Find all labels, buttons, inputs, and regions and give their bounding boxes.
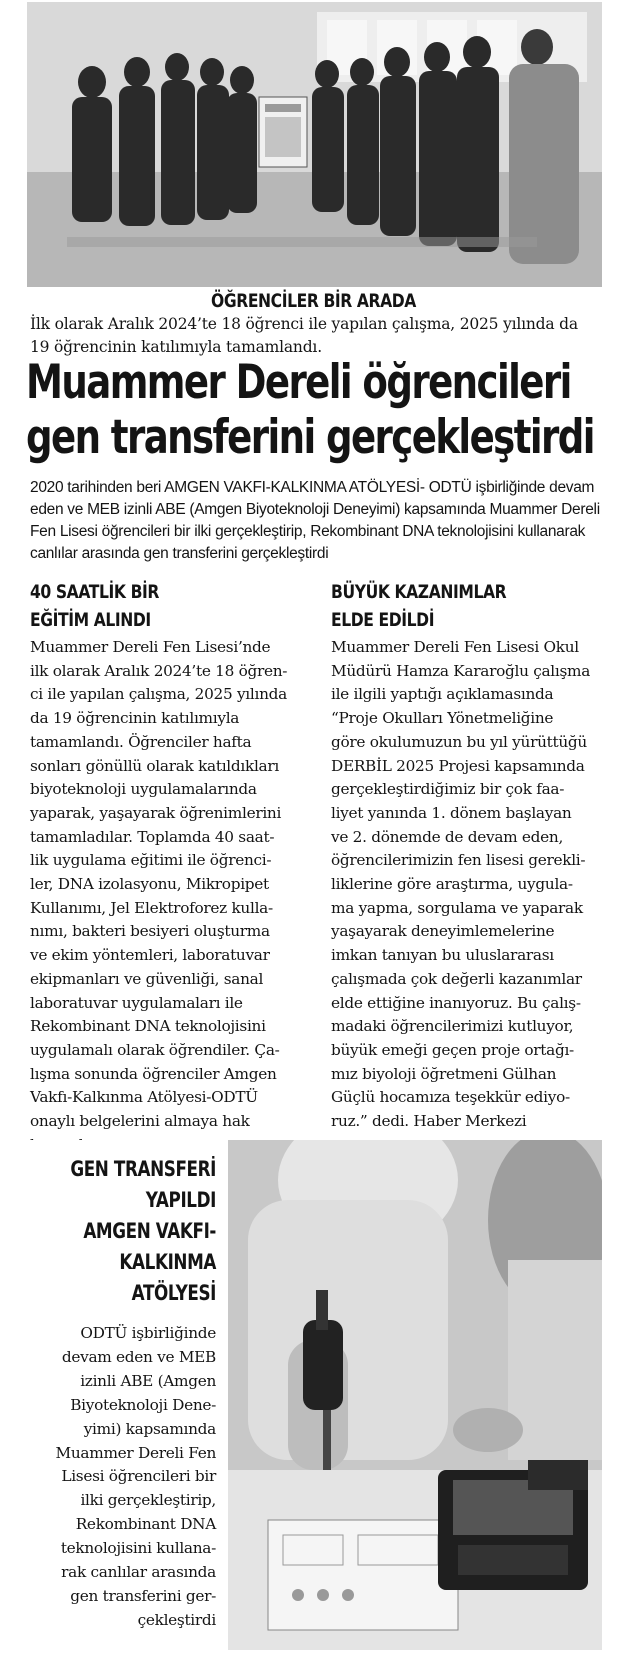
photo-caption: ÖĞRENCİLER BİR ARADA <box>211 290 416 312</box>
subhead-text: 2020 tarihinden beri AMGEN VAKFI-KALKINMA ATÖLYESİ- ODTÜ işbirliğinde devam eden ve MEB izinli ABE (Amgen Biyoteknoloji Deneyimi) kapsamında Muammer Dereli Fen Lisesi öğrencileri bir ilki gerçekleştirip, Rekombinant DNA teknolojisini kullanarak canlılar arasında gen transferini gerçekleştirdi <box>30 479 600 562</box>
headline-line-2: gen transferini gerçekleştirdi <box>26 410 594 465</box>
right-column-body: Muammer Dereli Fen Lisesi Okul Müdürü Hamza Kararoğlu çalışma ile ilgili yaptığı açıklamasında “Proje Okulları Yönetmeliğine göre okulumuzun bu yıl yürüttüğü DERBİL 2025 Projesi kapsamında gerçekleştirdiğimiz bir çok faa- liyet yanında 1. dönem başlayan ve 2. dönemde de devam eden, öğrencilerimizin fen lisesi gerekli- liklerine göre araştırma, uygula- ma yapma, sorgulama ve yaparak yaşayarak deneyimlemelerine imkan tanıyan bu uluslararası çalışmada çok değerli kazanımlar elde ettiğine inanıyoruz. Bu çalış- madaki öğrencilerimizi kutluyor, büyük emeği geçen proje ortağı- mız biyoloji öğretmeni Gülhan Güçlü hocamıza teşekkür ediyo- ruz.” dedi. Haber Merkezi <box>331 638 591 1131</box>
lab-photo-icon <box>228 1140 602 1650</box>
left-heading-line-1: 40 SAATLİK BİR <box>30 581 160 603</box>
headline <box>26 355 594 465</box>
right-heading-line-1: BÜYÜK KAZANIMLAR <box>331 581 507 603</box>
lab-photo <box>228 1140 602 1650</box>
sidebar-box <box>27 1140 228 1650</box>
group-photo <box>27 2 602 287</box>
headline-line-1: Muammer Dereli öğrencileri <box>26 355 571 410</box>
sidebar-title: GEN TRANSFERİ YAPILDI AMGEN VAKFI- KALKINMA ATÖLYESİ <box>70 1157 216 1305</box>
left-column-heading <box>30 578 159 634</box>
sidebar-body: ODTÜ işbirliğinde devam eden ve MEB izinli ABE (Amgen Biyoteknoloji Dene- yimi) kapsamında Muammer Dereli Fen Lisesi öğrencileri bir ilki gerçekleştirip, Rekombinant DNA teknolojisini kullana- rak canlılar arasında gen transferini ger- çekleştirdi <box>55 1324 216 1629</box>
left-column-body: Muammer Dereli Fen Lisesi’nde ilk olarak Aralık 2024’te 18 öğren- ci ile yapılan çalışma, 2025 yılında da 19 öğrencinin katılımıyla tamamlandı. Öğrenciler hafta sonları gönüllü olarak katıldıkları biyoteknoloji uygulamalarında yaparak, yaşayarak öğrenimlerini tamamladılar. Toplamda 40 saat- lik uygulama eğitimi ile öğrenci- ler, DNA izolasyonu, Mikropipet Kullanımı, Jel Elektroforez kulla- nımı, bakteri besiyeri oluşturma ve ekim yöntemleri, laboratuvar ekipmanları ve güvenliği, sanal laboratuvar uygulamaları ile Rekombinant DNA teknolojisini uygulamalı olarak öğrendiler. Ça- lışma sonunda öğrenciler Amgen Vakfı-Kalkınma Atölyesi-ODTÜ onaylı belgelerini almaya hak <box>30 638 288 1131</box>
group-photo-icon <box>27 2 602 287</box>
right-heading-line-2: ELDE EDİLDİ <box>331 609 435 631</box>
lede-text: İlk olarak Aralık 2024’te 18 öğrenci ile yapılan çalışma, 2025 yılında da 19 öğrencinin katılımıyla tamamlandı. <box>30 315 578 356</box>
right-column-heading <box>331 578 506 634</box>
left-heading-line-2: EĞİTİM ALINDI <box>30 609 151 631</box>
